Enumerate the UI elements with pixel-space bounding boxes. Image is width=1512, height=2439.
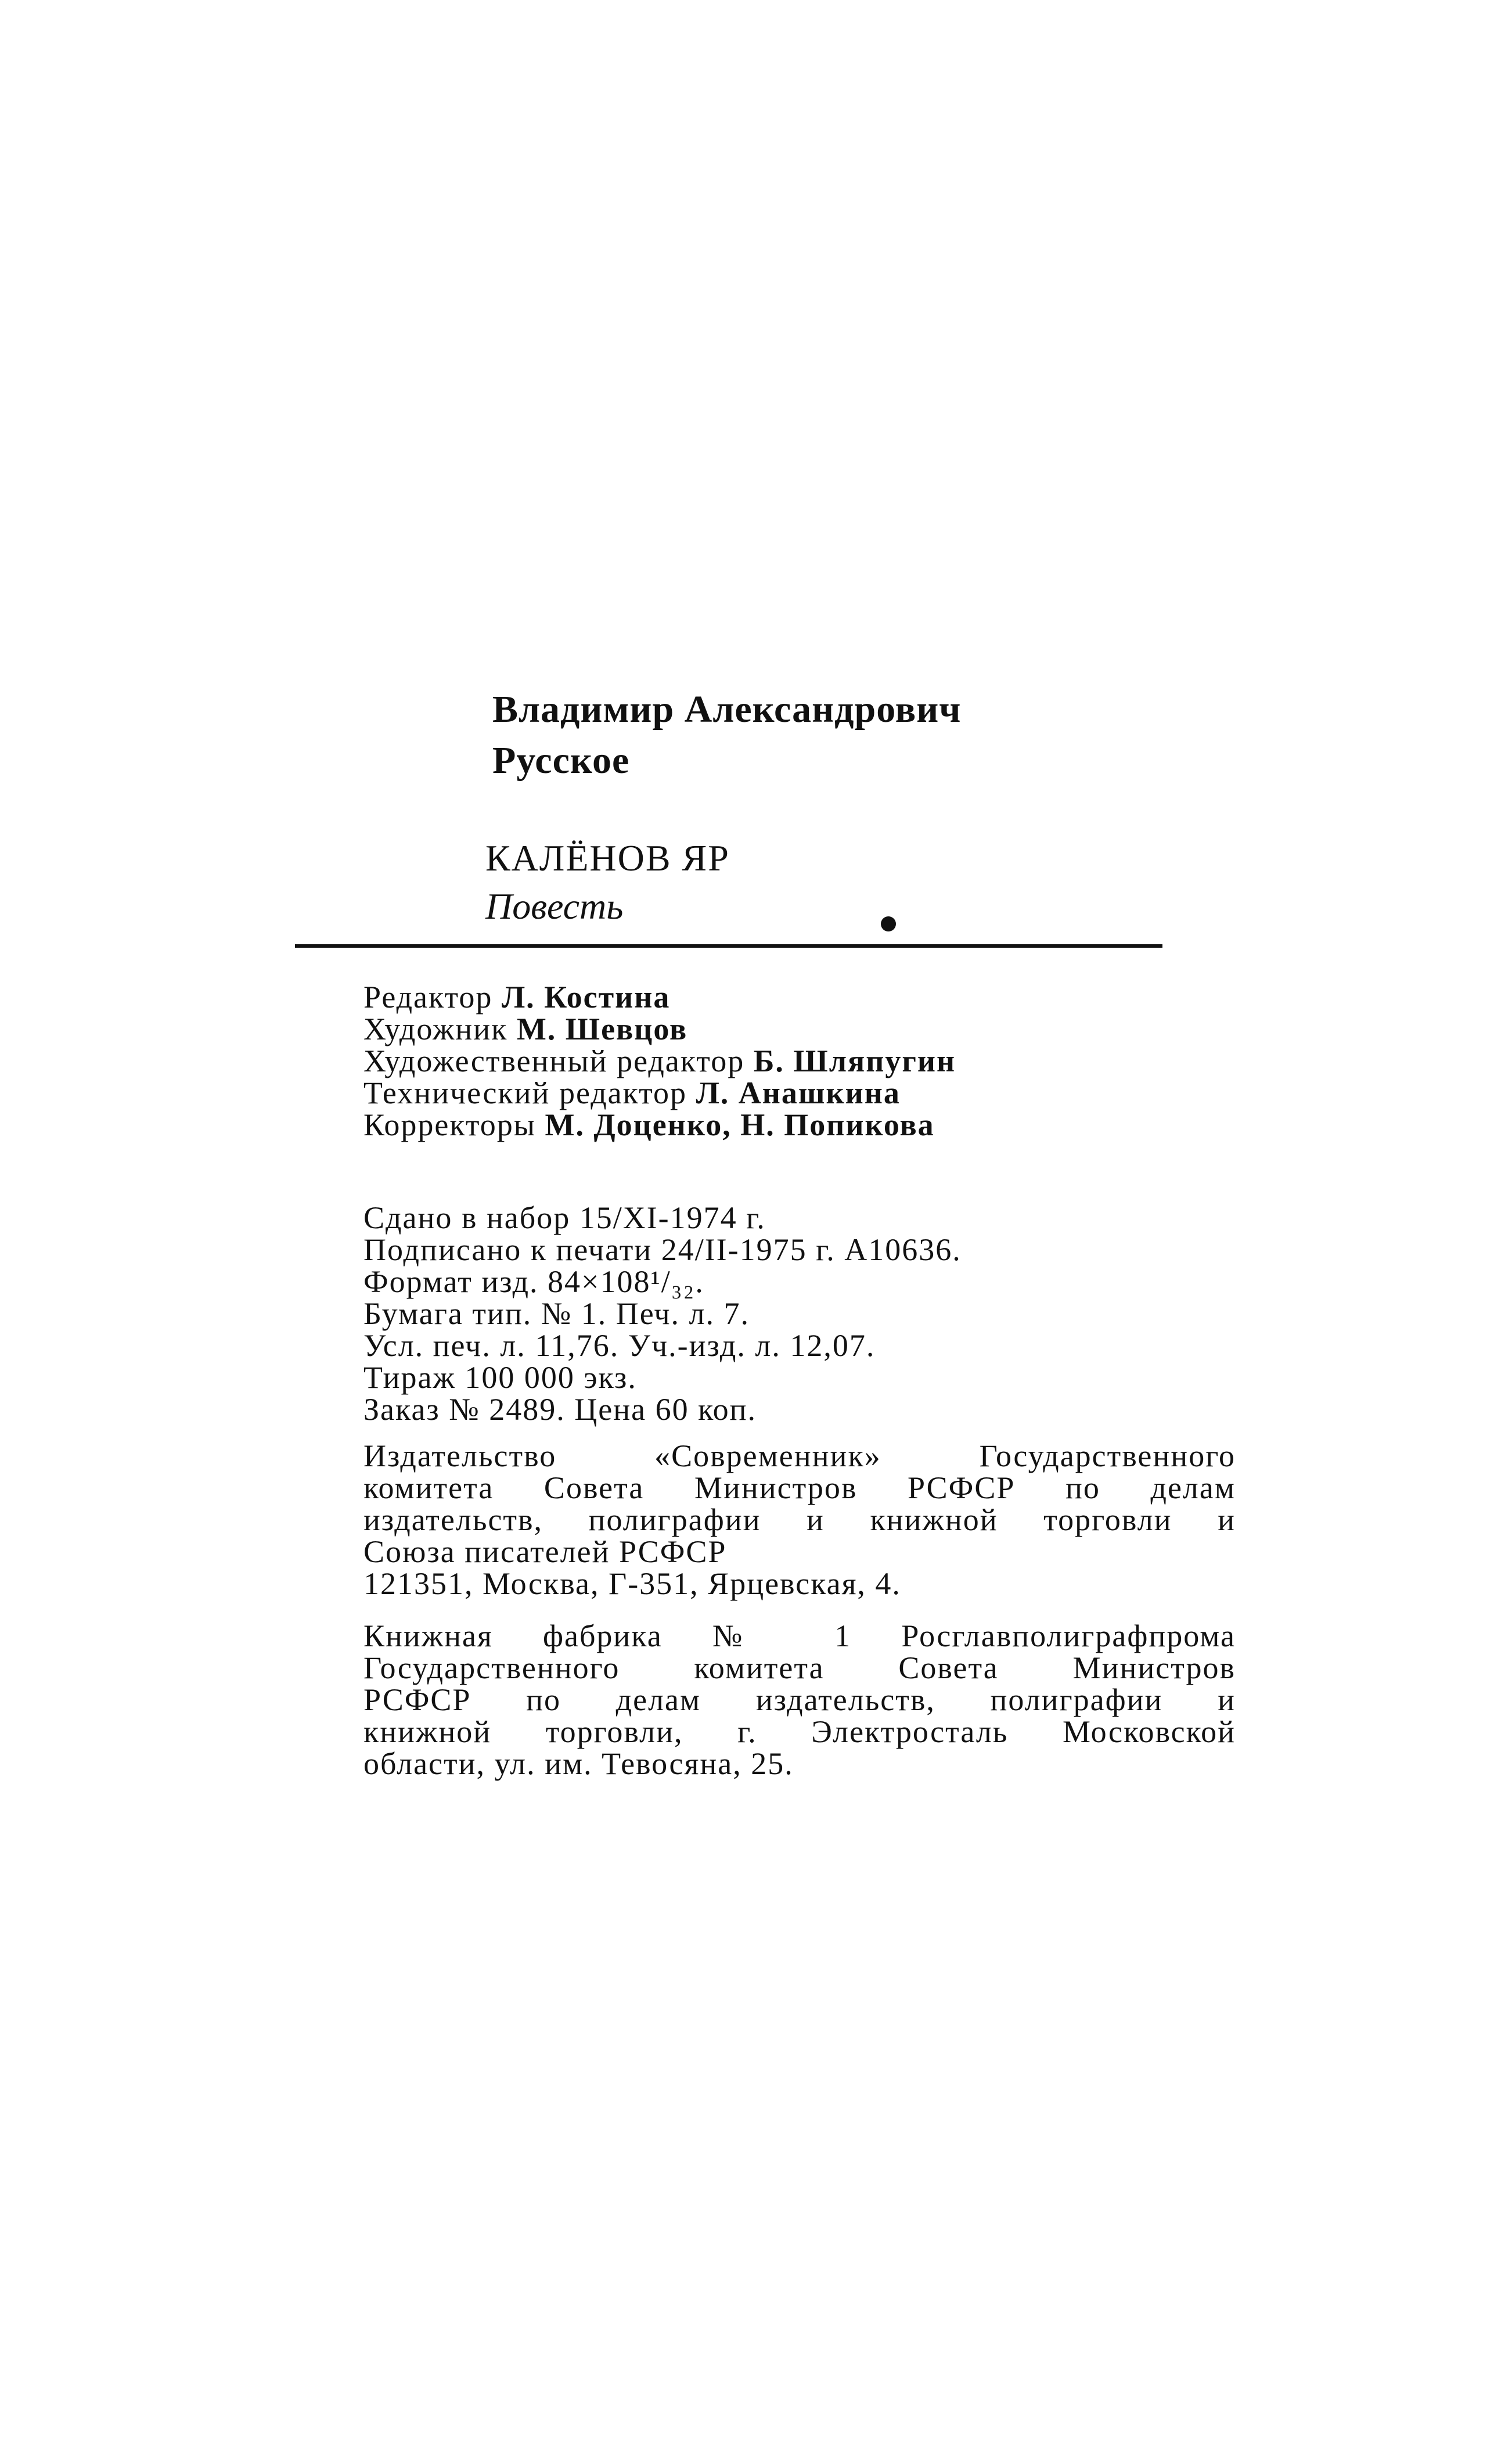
credit-line (363, 1109, 1236, 1141)
credit-name: Л. Анашкина (696, 1075, 901, 1110)
print-info-line: Заказ № 2489. Цена 60 коп. (363, 1392, 757, 1427)
printer-line: Государственного комитета Совета Министров (363, 1650, 1236, 1685)
credit-role: Художественный редактор (363, 1044, 745, 1078)
publisher-address: 121351, Москва, Г-351, Ярцевская, 4. (363, 1566, 901, 1601)
bullet-mark (881, 916, 896, 931)
credits-list (363, 981, 1236, 1141)
credit-role: Корректоры (363, 1107, 536, 1142)
print-info-line: Тираж 100 000 экз. (363, 1360, 637, 1395)
print-info (363, 1202, 1236, 1426)
printer-line: области, ул. им. Тевосяна, 25. (363, 1746, 794, 1781)
author-name-line-2: Русское (492, 739, 630, 782)
print-info-line: Подписано к печати 24/II-1975 г. А10636. (363, 1232, 962, 1267)
credit-name: М. Доценко, Н. Попикова (545, 1107, 935, 1142)
printer-line: РСФСР по делам издательств, полиграфии и (363, 1682, 1236, 1717)
publisher-line: Издательство «Современник» Государственного (363, 1438, 1236, 1473)
credit-role: Редактор (363, 980, 493, 1015)
printer-line: книжной торговли, г. Электросталь Московской (363, 1714, 1236, 1749)
print-info-line: Сдано в набор 15/XI-1974 г. (363, 1200, 766, 1235)
credit-line (363, 1077, 1236, 1109)
credit-name: М. Шевцов (516, 1012, 688, 1046)
print-info-line: Усл. печ. л. 11,76. Уч.-изд. л. 12,07. (363, 1328, 876, 1363)
credit-role: Технический редактор (363, 1075, 687, 1110)
publisher-line: издательств, полиграфии и книжной торговли и (363, 1502, 1236, 1537)
credit-line (363, 1045, 1236, 1077)
credit-name: Б. Шляпугин (753, 1044, 956, 1078)
printer-line: Книжная фабрика № 1 Росглавполиграфпрома (363, 1618, 1236, 1653)
print-info-line: Формат изд. 84×108¹/₃₂. (363, 1264, 704, 1299)
author-name (492, 684, 962, 786)
book-genre: Повесть (485, 886, 624, 927)
publisher-line: комитета Совета Министров РСФСР по делам (363, 1470, 1236, 1505)
credit-role: Художник (363, 1012, 508, 1046)
book-title: КАЛЁНОВ ЯР (485, 837, 730, 879)
credit-name: Л. Костина (501, 980, 671, 1015)
author-name-line-1: Владимир Александрович (492, 688, 962, 731)
credit-line (363, 1013, 1236, 1045)
printer-info (363, 1620, 1236, 1780)
publisher-line: Союза писателей РСФСР (363, 1534, 727, 1569)
credit-line (363, 981, 1236, 1013)
print-info-line: Бумага тип. № 1. Печ. л. 7. (363, 1296, 750, 1331)
publisher-info (363, 1440, 1236, 1600)
horizontal-rule (295, 944, 1162, 948)
